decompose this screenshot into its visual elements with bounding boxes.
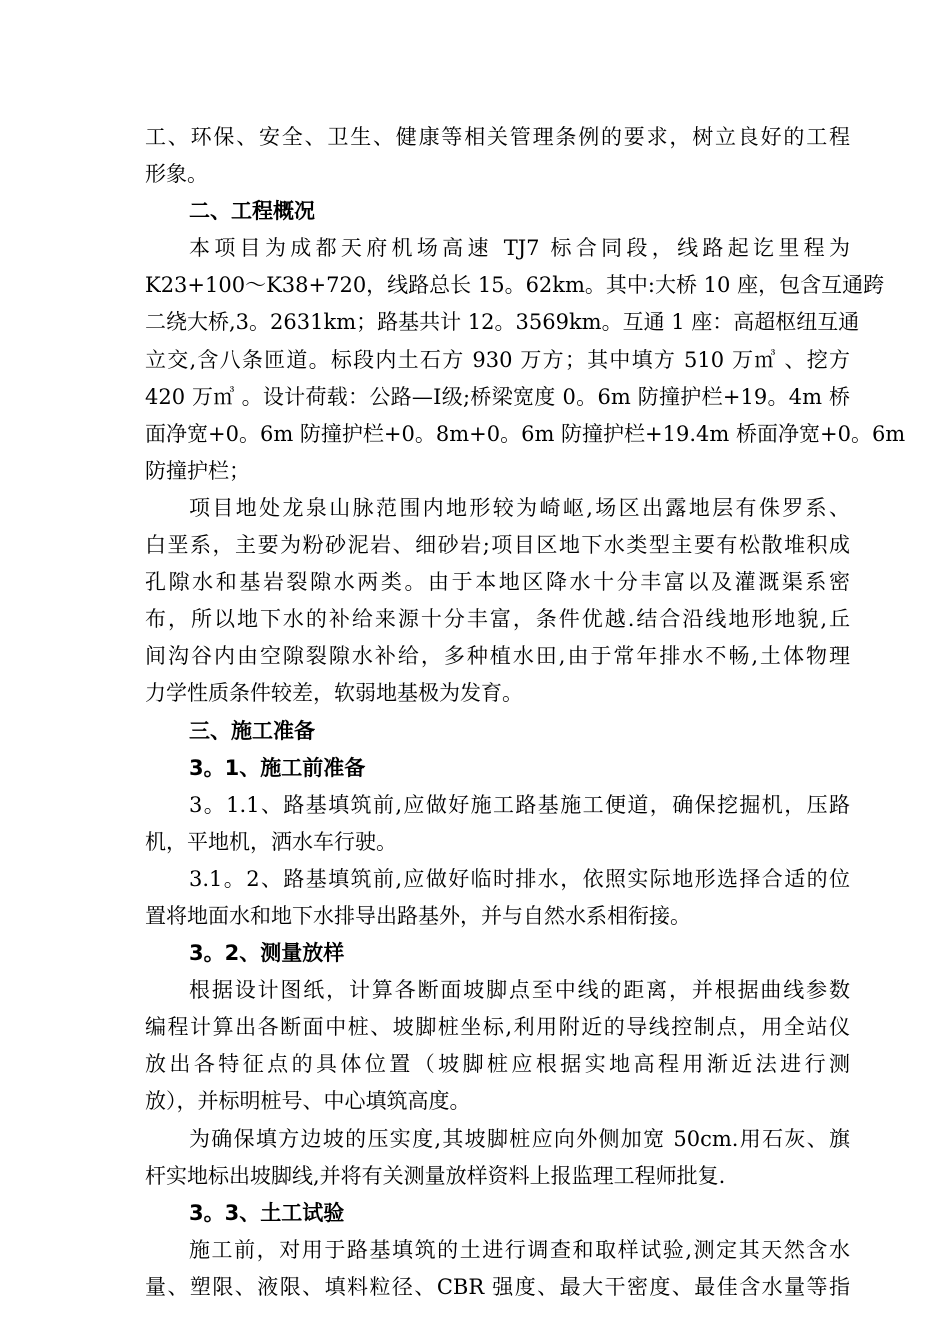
text-line: 编程计算出各断面中桩、坡脚桩坐标,利用附近的导线控制点，用全站仪 <box>145 1015 850 1040</box>
paragraph <box>145 861 850 935</box>
paragraph <box>145 787 850 861</box>
text-line: 面净宽+0。6m 防撞护栏+0。8m+0。6m 防撞护栏+19.4m 桥面净宽+0。6m <box>145 421 906 446</box>
paragraph <box>145 1232 850 1306</box>
paragraph <box>145 119 850 193</box>
text-line: 420 万㎥ 。设计荷载：公路—Ⅰ级;桥梁宽度 0。6m 防撞护栏+19。4m 桥 <box>145 384 850 409</box>
paragraph <box>145 1121 850 1195</box>
section-heading: 二、工程概况 <box>189 199 315 224</box>
text-line: 立交,含八条匝道。标段内土石方 930 万方；其中填方 510 万㎥ 、挖方 <box>145 347 850 372</box>
document-body <box>145 119 906 1306</box>
text-line: 形象。 <box>145 162 208 187</box>
text-line: 放出各特征点的具体位置（坡脚桩应根据实地高程用渐近法进行测 <box>145 1052 850 1077</box>
text-line: 放），并标明桩号、中心填筑高度。 <box>145 1089 471 1114</box>
text-line: 项目地处龙泉山脉范围内地形较为崎岖,场区出露地层有侏罗系、 <box>189 495 850 520</box>
paragraph <box>145 490 850 713</box>
text-line: 3.1。2、路基填筑前,应做好临时排水，依照实际地形选择合适的位 <box>189 866 850 891</box>
text-line: 施工前，对用于路基填筑的土进行调查和取样试验,测定其天然含水 <box>189 1237 850 1262</box>
text-line: 力学性质条件较差，软弱地基极为发育。 <box>145 681 523 706</box>
text-line: 孔隙水和基岩裂隙水两类。由于本地区降水十分丰富以及灌溉渠系密 <box>145 570 850 595</box>
text-line: 根据设计图纸，计算各断面坡脚点至中线的距离，并根据曲线参数 <box>189 978 850 1003</box>
paragraph <box>145 972 850 1120</box>
subsection-heading: 3。1、施工前准备 <box>189 755 366 780</box>
text-line: 机，平地机，洒水车行驶。 <box>145 829 397 854</box>
text-line: 3。1.1、路基填筑前,应做好施工路基施工便道，确保挖掘机，压路 <box>189 792 850 817</box>
text-line: 二绕大桥,3。2631km；路基共计 12。3569km。互通 1 座：高超枢纽互通 <box>145 310 860 335</box>
paragraph <box>145 230 906 490</box>
text-line: 防撞护栏； <box>145 458 250 483</box>
text-line: 本项目为成都天府机场高速 TJ7 标合同段，线路起讫里程为 <box>189 236 850 261</box>
text-line: 置将地面水和地下水排导出路基外，并与自然水系相衔接。 <box>145 903 691 928</box>
section-heading: 三、施工准备 <box>189 718 315 743</box>
subsection-heading: 3。2、测量放样 <box>189 941 345 966</box>
text-line: 量、塑限、液限、填料粒径、CBR 强度、最大干密度、最佳含水量等指 <box>145 1274 850 1299</box>
text-line: 杆实地标出坡脚线,并将有关测量放样资料上报监理工程师批复. <box>145 1163 726 1188</box>
text-line: 工、环保、安全、卫生、健康等相关管理条例的要求，树立良好的工程 <box>145 125 850 149</box>
subsection-heading: 3。3、土工试验 <box>189 1200 345 1225</box>
text-line: 白垩系，主要为粉砂泥岩、细砂岩;项目区地下水类型主要有松散堆积成 <box>145 533 850 558</box>
text-line: K23+100～K38+720，线路总长 15。62km。其中:大桥 10 座，包含互通跨 <box>145 273 885 298</box>
text-line: 间沟谷内由空隙裂隙水补给，多种植水田,由于常年排水不畅,土体物理 <box>145 644 850 669</box>
text-line: 为确保填方边坡的压实度,其坡脚桩应向外侧加宽 50cm.用石灰、旗 <box>189 1126 850 1151</box>
text-line: 布，所以地下水的补给来源十分丰富，条件优越.结合沿线地形地貌,丘 <box>145 607 850 632</box>
